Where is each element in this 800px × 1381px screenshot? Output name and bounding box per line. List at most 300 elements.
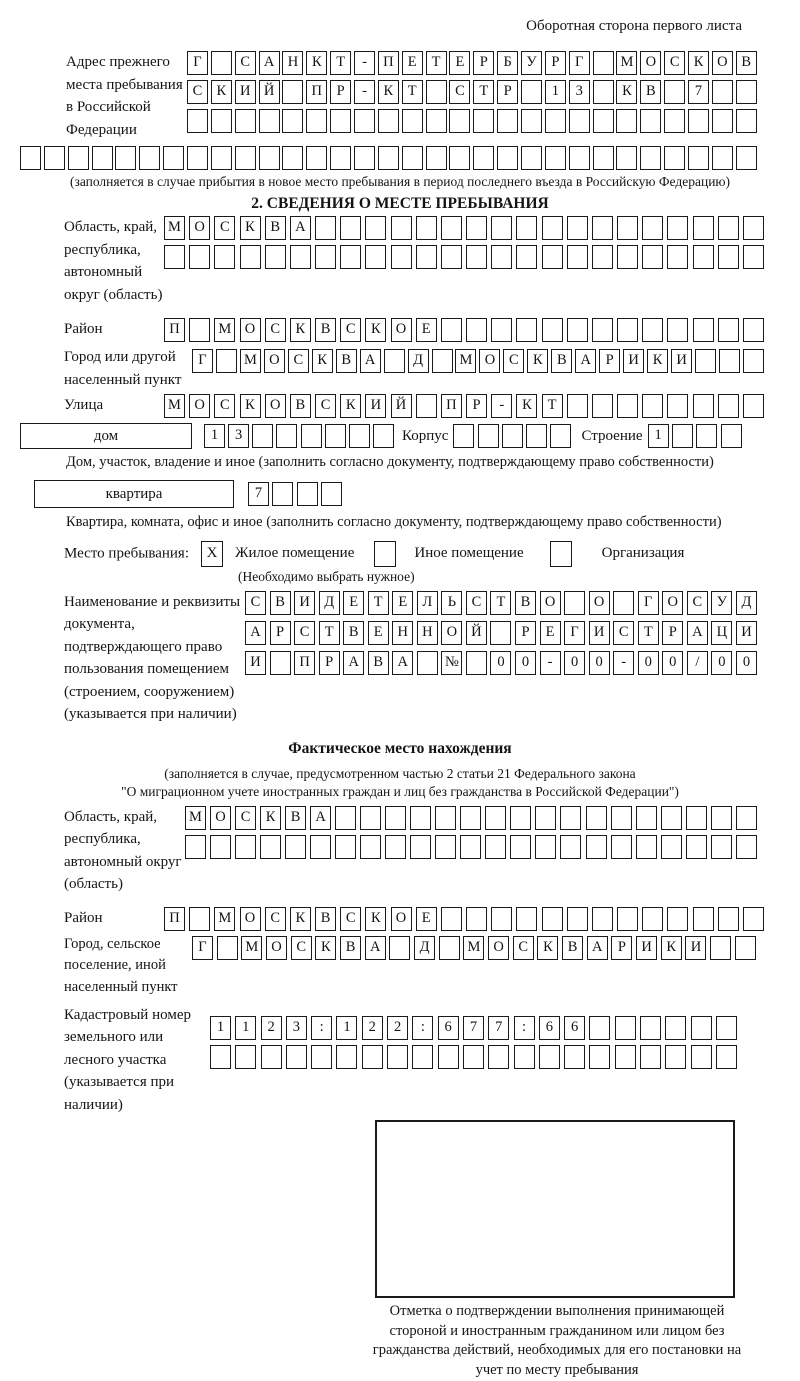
char-cell[interactable]: [216, 349, 237, 373]
char-cell[interactable]: [185, 835, 206, 859]
char-cell[interactable]: И: [623, 349, 644, 373]
char-cell[interactable]: [560, 806, 581, 830]
char-cell[interactable]: [385, 835, 406, 859]
char-cell[interactable]: 1: [336, 1016, 357, 1040]
char-cell[interactable]: [286, 1045, 307, 1069]
char-cell[interactable]: [426, 146, 447, 170]
char-cell[interactable]: [545, 146, 566, 170]
char-cell[interactable]: [711, 835, 732, 859]
char-cell[interactable]: [68, 146, 89, 170]
char-cell[interactable]: [615, 1016, 636, 1040]
char-cell[interactable]: О: [540, 591, 561, 615]
char-cell[interactable]: [282, 109, 303, 133]
char-cell[interactable]: [259, 109, 280, 133]
char-cell[interactable]: [466, 651, 487, 675]
char-cell[interactable]: [510, 806, 531, 830]
char-cell[interactable]: О: [240, 318, 261, 342]
char-cell[interactable]: [252, 424, 273, 448]
char-cell[interactable]: [716, 1045, 737, 1069]
char-cell[interactable]: [315, 245, 336, 269]
char-cell[interactable]: П: [164, 318, 185, 342]
char-cell[interactable]: Б: [497, 51, 518, 75]
char-cell[interactable]: [664, 146, 685, 170]
char-cell[interactable]: Г: [564, 621, 585, 645]
char-cell[interactable]: В: [736, 51, 757, 75]
char-cell[interactable]: [115, 146, 136, 170]
char-cell[interactable]: 0: [490, 651, 511, 675]
char-cell[interactable]: [712, 109, 733, 133]
char-cell[interactable]: [416, 245, 437, 269]
char-cell[interactable]: 0: [662, 651, 683, 675]
char-cell[interactable]: [297, 482, 318, 506]
char-cell[interactable]: [593, 51, 614, 75]
char-cell[interactable]: [642, 216, 663, 240]
char-cell[interactable]: [521, 80, 542, 104]
char-cell[interactable]: К: [661, 936, 682, 960]
char-cell[interactable]: [391, 216, 412, 240]
s2-district-row[interactable]: [164, 318, 764, 342]
char-cell[interactable]: В: [315, 907, 336, 931]
char-cell[interactable]: [667, 216, 688, 240]
char-cell[interactable]: С: [687, 591, 708, 615]
char-cell[interactable]: В: [515, 591, 536, 615]
char-cell[interactable]: О: [240, 907, 261, 931]
char-cell[interactable]: П: [378, 51, 399, 75]
char-cell[interactable]: А: [290, 216, 311, 240]
char-cell[interactable]: [711, 806, 732, 830]
char-cell[interactable]: А: [259, 51, 280, 75]
char-cell[interactable]: [616, 146, 637, 170]
char-cell[interactable]: [217, 936, 238, 960]
char-cell[interactable]: [189, 907, 210, 931]
char-cell[interactable]: А: [310, 806, 331, 830]
char-cell[interactable]: [187, 109, 208, 133]
char-cell[interactable]: [261, 1045, 282, 1069]
char-cell[interactable]: [438, 1045, 459, 1069]
char-cell[interactable]: [412, 1045, 433, 1069]
char-cell[interactable]: К: [290, 318, 311, 342]
char-cell[interactable]: [453, 424, 474, 448]
char-cell[interactable]: В: [270, 591, 291, 615]
char-cell[interactable]: 0: [589, 651, 610, 675]
char-cell[interactable]: Т: [473, 80, 494, 104]
char-cell[interactable]: [441, 245, 462, 269]
char-cell[interactable]: [736, 806, 757, 830]
document-row-1[interactable]: [245, 591, 757, 615]
char-cell[interactable]: Р: [611, 936, 632, 960]
char-cell[interactable]: Н: [282, 51, 303, 75]
char-cell[interactable]: М: [214, 318, 235, 342]
char-cell[interactable]: 3: [286, 1016, 307, 1040]
char-cell[interactable]: [491, 907, 512, 931]
char-cell[interactable]: [315, 216, 336, 240]
char-cell[interactable]: [310, 835, 331, 859]
char-cell[interactable]: С: [214, 394, 235, 418]
checkbox-inoe[interactable]: [374, 541, 396, 567]
char-cell[interactable]: [360, 806, 381, 830]
char-cell[interactable]: [402, 109, 423, 133]
char-cell[interactable]: 2: [261, 1016, 282, 1040]
char-cell[interactable]: О: [589, 591, 610, 615]
char-cell[interactable]: [387, 1045, 408, 1069]
char-cell[interactable]: И: [235, 80, 256, 104]
char-cell[interactable]: [365, 245, 386, 269]
char-cell[interactable]: [330, 109, 351, 133]
char-cell[interactable]: Й: [466, 621, 487, 645]
char-cell[interactable]: [712, 146, 733, 170]
char-cell[interactable]: [661, 806, 682, 830]
char-cell[interactable]: [354, 109, 375, 133]
char-cell[interactable]: [449, 109, 470, 133]
char-cell[interactable]: [335, 835, 356, 859]
char-cell[interactable]: М: [185, 806, 206, 830]
char-cell[interactable]: [664, 109, 685, 133]
char-cell[interactable]: П: [164, 907, 185, 931]
char-cell[interactable]: 0: [638, 651, 659, 675]
char-cell[interactable]: [686, 835, 707, 859]
char-cell[interactable]: [490, 621, 511, 645]
char-cell[interactable]: И: [671, 349, 692, 373]
char-cell[interactable]: [360, 835, 381, 859]
char-cell[interactable]: [636, 835, 657, 859]
char-cell[interactable]: [439, 936, 460, 960]
char-cell[interactable]: [721, 424, 742, 448]
char-cell[interactable]: 1: [648, 424, 669, 448]
char-cell[interactable]: [491, 318, 512, 342]
char-cell[interactable]: С: [235, 51, 256, 75]
char-cell[interactable]: 6: [564, 1016, 585, 1040]
char-cell[interactable]: О: [391, 318, 412, 342]
char-cell[interactable]: М: [463, 936, 484, 960]
char-cell[interactable]: [611, 835, 632, 859]
char-cell[interactable]: С: [340, 318, 361, 342]
char-cell[interactable]: [378, 109, 399, 133]
char-cell[interactable]: [617, 907, 638, 931]
char-cell[interactable]: [336, 1045, 357, 1069]
char-cell[interactable]: [718, 216, 739, 240]
char-cell[interactable]: [615, 1045, 636, 1069]
char-cell[interactable]: О: [189, 216, 210, 240]
checkbox-organizaciya[interactable]: [550, 541, 572, 567]
stroenie-cells[interactable]: [648, 424, 742, 448]
char-cell[interactable]: С: [613, 621, 634, 645]
char-cell[interactable]: [20, 146, 41, 170]
char-cell[interactable]: [667, 318, 688, 342]
char-cell[interactable]: [435, 806, 456, 830]
char-cell[interactable]: [611, 806, 632, 830]
char-cell[interactable]: М: [164, 216, 185, 240]
char-cell[interactable]: У: [521, 51, 542, 75]
char-cell[interactable]: [735, 936, 756, 960]
char-cell[interactable]: К: [315, 936, 336, 960]
char-cell[interactable]: [426, 80, 447, 104]
char-cell[interactable]: С: [291, 936, 312, 960]
char-cell[interactable]: :: [412, 1016, 433, 1040]
char-cell[interactable]: [688, 146, 709, 170]
char-cell[interactable]: [718, 394, 739, 418]
char-cell[interactable]: [642, 394, 663, 418]
char-cell[interactable]: А: [575, 349, 596, 373]
char-cell[interactable]: И: [245, 651, 266, 675]
char-cell[interactable]: [695, 349, 716, 373]
char-cell[interactable]: [564, 591, 585, 615]
char-cell[interactable]: [92, 146, 113, 170]
char-cell[interactable]: У: [711, 591, 732, 615]
char-cell[interactable]: [449, 146, 470, 170]
char-cell[interactable]: -: [354, 80, 375, 104]
char-cell[interactable]: [211, 51, 232, 75]
char-cell[interactable]: [693, 907, 714, 931]
char-cell[interactable]: [686, 806, 707, 830]
char-cell[interactable]: [567, 245, 588, 269]
char-cell[interactable]: К: [290, 907, 311, 931]
char-cell[interactable]: [667, 907, 688, 931]
char-cell[interactable]: [488, 1045, 509, 1069]
char-cell[interactable]: [282, 80, 303, 104]
char-cell[interactable]: [567, 216, 588, 240]
char-cell[interactable]: [545, 109, 566, 133]
s3-district-row[interactable]: [164, 907, 764, 931]
char-cell[interactable]: [460, 835, 481, 859]
char-cell[interactable]: [270, 651, 291, 675]
char-cell[interactable]: [311, 1045, 332, 1069]
char-cell[interactable]: [485, 806, 506, 830]
char-cell[interactable]: [460, 806, 481, 830]
char-cell[interactable]: 2: [387, 1016, 408, 1040]
char-cell[interactable]: [466, 907, 487, 931]
char-cell[interactable]: [586, 835, 607, 859]
char-cell[interactable]: Ь: [441, 591, 462, 615]
char-cell[interactable]: [743, 349, 764, 373]
char-cell[interactable]: К: [688, 51, 709, 75]
char-cell[interactable]: [240, 245, 261, 269]
char-cell[interactable]: [550, 424, 571, 448]
char-cell[interactable]: [613, 591, 634, 615]
char-cell[interactable]: Ц: [711, 621, 732, 645]
prev-address-row-3[interactable]: [187, 109, 757, 133]
char-cell[interactable]: 7: [463, 1016, 484, 1040]
char-cell[interactable]: [569, 146, 590, 170]
char-cell[interactable]: 6: [438, 1016, 459, 1040]
char-cell[interactable]: Д: [319, 591, 340, 615]
char-cell[interactable]: [402, 146, 423, 170]
char-cell[interactable]: [586, 806, 607, 830]
char-cell[interactable]: 7: [488, 1016, 509, 1040]
char-cell[interactable]: [410, 835, 431, 859]
char-cell[interactable]: [432, 349, 453, 373]
char-cell[interactable]: [719, 349, 740, 373]
char-cell[interactable]: М: [214, 907, 235, 931]
char-cell[interactable]: [535, 835, 556, 859]
char-cell[interactable]: [592, 318, 613, 342]
char-cell[interactable]: [736, 146, 757, 170]
char-cell[interactable]: [276, 424, 297, 448]
char-cell[interactable]: Е: [368, 621, 389, 645]
char-cell[interactable]: [44, 146, 65, 170]
korpus-cells[interactable]: [453, 424, 571, 448]
char-cell[interactable]: 3: [228, 424, 249, 448]
char-cell[interactable]: О: [266, 936, 287, 960]
char-cell[interactable]: [321, 482, 342, 506]
char-cell[interactable]: [210, 1045, 231, 1069]
char-cell[interactable]: В: [640, 80, 661, 104]
char-cell[interactable]: Р: [662, 621, 683, 645]
char-cell[interactable]: К: [537, 936, 558, 960]
char-cell[interactable]: С: [449, 80, 470, 104]
char-cell[interactable]: [526, 424, 547, 448]
char-cell[interactable]: Е: [416, 318, 437, 342]
char-cell[interactable]: [716, 1016, 737, 1040]
char-cell[interactable]: С: [466, 591, 487, 615]
char-cell[interactable]: [665, 1045, 686, 1069]
char-cell[interactable]: -: [491, 394, 512, 418]
char-cell[interactable]: Р: [599, 349, 620, 373]
char-cell[interactable]: Р: [330, 80, 351, 104]
char-cell[interactable]: С: [513, 936, 534, 960]
char-cell[interactable]: [466, 216, 487, 240]
char-cell[interactable]: И: [685, 936, 706, 960]
char-cell[interactable]: М: [241, 936, 262, 960]
char-cell[interactable]: [354, 146, 375, 170]
char-cell[interactable]: [642, 318, 663, 342]
s2-region-row-1[interactable]: [164, 216, 764, 240]
char-cell[interactable]: Р: [319, 651, 340, 675]
char-cell[interactable]: [743, 318, 764, 342]
char-cell[interactable]: [301, 424, 322, 448]
char-cell[interactable]: [592, 245, 613, 269]
char-cell[interactable]: [282, 146, 303, 170]
char-cell[interactable]: Т: [319, 621, 340, 645]
char-cell[interactable]: [542, 216, 563, 240]
char-cell[interactable]: Е: [449, 51, 470, 75]
char-cell[interactable]: [259, 146, 280, 170]
char-cell[interactable]: [593, 146, 614, 170]
char-cell[interactable]: И: [736, 621, 757, 645]
char-cell[interactable]: [567, 394, 588, 418]
apartment-number-cells[interactable]: [248, 482, 342, 506]
char-cell[interactable]: К: [260, 806, 281, 830]
char-cell[interactable]: [211, 146, 232, 170]
char-cell[interactable]: [710, 936, 731, 960]
char-cell[interactable]: [516, 318, 537, 342]
char-cell[interactable]: [466, 318, 487, 342]
char-cell[interactable]: В: [336, 349, 357, 373]
char-cell[interactable]: [516, 245, 537, 269]
char-cell[interactable]: [593, 109, 614, 133]
char-cell[interactable]: Р: [473, 51, 494, 75]
char-cell[interactable]: Р: [515, 621, 536, 645]
char-cell[interactable]: [688, 109, 709, 133]
char-cell[interactable]: М: [455, 349, 476, 373]
char-cell[interactable]: 0: [515, 651, 536, 675]
char-cell[interactable]: Д: [736, 591, 757, 615]
char-cell[interactable]: И: [365, 394, 386, 418]
char-cell[interactable]: М: [164, 394, 185, 418]
char-cell[interactable]: [235, 109, 256, 133]
char-cell[interactable]: К: [378, 80, 399, 104]
char-cell[interactable]: П: [306, 80, 327, 104]
prev-address-row-4[interactable]: [20, 146, 757, 170]
char-cell[interactable]: -: [613, 651, 634, 675]
char-cell[interactable]: О: [441, 621, 462, 645]
char-cell[interactable]: [736, 80, 757, 104]
char-cell[interactable]: [290, 245, 311, 269]
char-cell[interactable]: 6: [539, 1016, 560, 1040]
char-cell[interactable]: В: [562, 936, 583, 960]
char-cell[interactable]: [560, 835, 581, 859]
char-cell[interactable]: Г: [192, 349, 213, 373]
char-cell[interactable]: Т: [490, 591, 511, 615]
char-cell[interactable]: [712, 80, 733, 104]
char-cell[interactable]: [718, 245, 739, 269]
char-cell[interactable]: К: [240, 216, 261, 240]
s3-region-row-1[interactable]: [185, 806, 757, 830]
char-cell[interactable]: О: [210, 806, 231, 830]
char-cell[interactable]: [592, 216, 613, 240]
prev-address-row-1[interactable]: [187, 51, 757, 75]
char-cell[interactable]: [521, 109, 542, 133]
char-cell[interactable]: [373, 424, 394, 448]
char-cell[interactable]: [693, 216, 714, 240]
char-cell[interactable]: 3: [569, 80, 590, 104]
char-cell[interactable]: О: [479, 349, 500, 373]
char-cell[interactable]: И: [636, 936, 657, 960]
char-cell[interactable]: Р: [270, 621, 291, 645]
char-cell[interactable]: [539, 1045, 560, 1069]
char-cell[interactable]: [210, 835, 231, 859]
char-cell[interactable]: О: [640, 51, 661, 75]
char-cell[interactable]: М: [240, 349, 261, 373]
char-cell[interactable]: [502, 424, 523, 448]
char-cell[interactable]: [743, 394, 764, 418]
char-cell[interactable]: [441, 907, 462, 931]
char-cell[interactable]: Т: [542, 394, 563, 418]
char-cell[interactable]: С: [340, 907, 361, 931]
char-cell[interactable]: [736, 835, 757, 859]
char-cell[interactable]: [743, 216, 764, 240]
s2-street-row[interactable]: [164, 394, 764, 418]
char-cell[interactable]: И: [294, 591, 315, 615]
char-cell[interactable]: Й: [259, 80, 280, 104]
char-cell[interactable]: [743, 245, 764, 269]
char-cell[interactable]: [718, 907, 739, 931]
char-cell[interactable]: Е: [416, 907, 437, 931]
char-cell[interactable]: А: [687, 621, 708, 645]
prev-address-row-2[interactable]: [187, 80, 757, 104]
char-cell[interactable]: [642, 245, 663, 269]
char-cell[interactable]: А: [392, 651, 413, 675]
char-cell[interactable]: [535, 806, 556, 830]
char-cell[interactable]: [272, 482, 293, 506]
char-cell[interactable]: [514, 1045, 535, 1069]
document-row-2[interactable]: [245, 621, 757, 645]
char-cell[interactable]: [617, 394, 638, 418]
char-cell[interactable]: [211, 109, 232, 133]
house-type-box[interactable]: дом: [20, 423, 192, 449]
char-cell[interactable]: [542, 245, 563, 269]
char-cell[interactable]: [516, 216, 537, 240]
char-cell[interactable]: Т: [368, 591, 389, 615]
char-cell[interactable]: [362, 1045, 383, 1069]
char-cell[interactable]: Г: [192, 936, 213, 960]
char-cell[interactable]: [696, 424, 717, 448]
char-cell[interactable]: 1: [210, 1016, 231, 1040]
char-cell[interactable]: К: [516, 394, 537, 418]
char-cell[interactable]: [235, 146, 256, 170]
char-cell[interactable]: :: [514, 1016, 535, 1040]
char-cell[interactable]: С: [265, 318, 286, 342]
char-cell[interactable]: А: [587, 936, 608, 960]
